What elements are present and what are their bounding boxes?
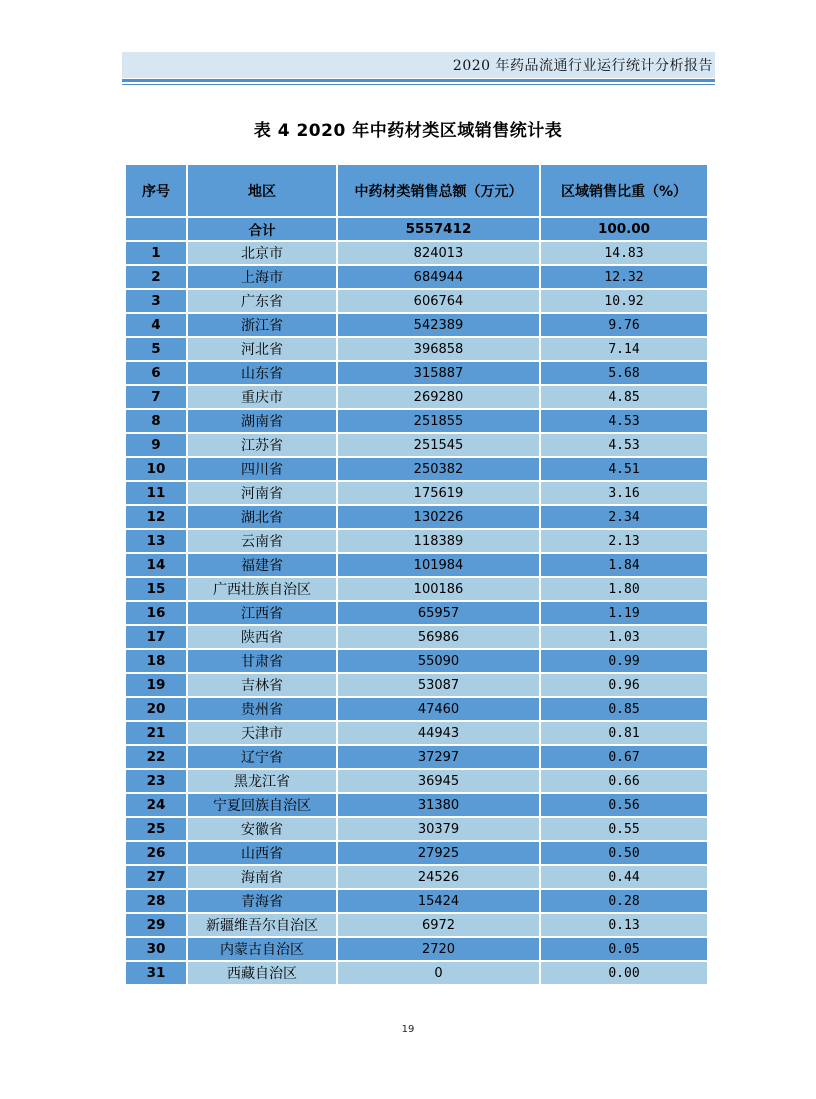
row-index: 26: [126, 842, 186, 864]
row-index: 7: [126, 386, 186, 408]
row-region: 广东省: [188, 290, 336, 312]
table-row: [126, 386, 707, 408]
table-row: [126, 362, 707, 384]
row-amount: 251855: [338, 410, 539, 432]
row-amount: 684944: [338, 266, 539, 288]
row-index: 25: [126, 818, 186, 840]
row-region: 新疆维吾尔自治区: [188, 914, 336, 936]
row-region: 湖南省: [188, 410, 336, 432]
row-index: 1: [126, 242, 186, 264]
row-index: 21: [126, 722, 186, 744]
row-index: 5: [126, 338, 186, 360]
page-number: 19: [401, 1024, 415, 1035]
row-index: 28: [126, 890, 186, 912]
row-share: 4.85: [541, 386, 707, 408]
table-row: [126, 266, 707, 288]
row-index: 15: [126, 578, 186, 600]
row-share: 10.92: [541, 290, 707, 312]
table-row: [126, 842, 707, 864]
row-index: 13: [126, 530, 186, 552]
row-share: 4.53: [541, 410, 707, 432]
row-amount: 175619: [338, 482, 539, 504]
row-region: 陕西省: [188, 626, 336, 648]
row-region: 浙江省: [188, 314, 336, 336]
table-row: [126, 962, 707, 984]
table-row: [126, 890, 707, 912]
row-region: 河北省: [188, 338, 336, 360]
row-share: 0.99: [541, 650, 707, 672]
row-share: 3.16: [541, 482, 707, 504]
row-region: 重庆市: [188, 386, 336, 408]
row-share: 0.55: [541, 818, 707, 840]
row-amount: 36945: [338, 770, 539, 792]
row-share: 7.14: [541, 338, 707, 360]
row-region: 四川省: [188, 458, 336, 480]
row-index: 6: [126, 362, 186, 384]
running-header: [122, 52, 715, 78]
row-share: 12.32: [541, 266, 707, 288]
row-amount: 251545: [338, 434, 539, 456]
row-amount: 47460: [338, 698, 539, 720]
row-region: 北京市: [188, 242, 336, 264]
total-amount: 5557412: [338, 218, 539, 240]
row-region: 青海省: [188, 890, 336, 912]
table-row: [126, 698, 707, 720]
row-share: 1.19: [541, 602, 707, 624]
row-share: 1.03: [541, 626, 707, 648]
row-region: 辽宁省: [188, 746, 336, 768]
table-header-row: [126, 165, 707, 216]
row-share: 9.76: [541, 314, 707, 336]
row-amount: 542389: [338, 314, 539, 336]
row-amount: 53087: [338, 674, 539, 696]
row-amount: 396858: [338, 338, 539, 360]
row-amount: 250382: [338, 458, 539, 480]
row-index: 8: [126, 410, 186, 432]
sales-table: [124, 163, 709, 986]
row-amount: 56986: [338, 626, 539, 648]
row-index: 11: [126, 482, 186, 504]
row-index: 20: [126, 698, 186, 720]
row-index: 3: [126, 290, 186, 312]
row-share: 0.05: [541, 938, 707, 960]
row-region: 山西省: [188, 842, 336, 864]
row-region: 安徽省: [188, 818, 336, 840]
row-region: 黑龙江省: [188, 770, 336, 792]
row-index: 30: [126, 938, 186, 960]
row-amount: 30379: [338, 818, 539, 840]
table-row: [126, 338, 707, 360]
row-share: 0.66: [541, 770, 707, 792]
table-row: [126, 482, 707, 504]
row-share: 1.80: [541, 578, 707, 600]
total-index-cell: [126, 218, 186, 240]
table-row: [126, 314, 707, 336]
row-region: 宁夏回族自治区: [188, 794, 336, 816]
table-row: [126, 938, 707, 960]
row-index: 9: [126, 434, 186, 456]
header-rule: [122, 79, 715, 82]
table-row: [126, 794, 707, 816]
row-share: 4.53: [541, 434, 707, 456]
table-row: [126, 290, 707, 312]
row-share: 0.50: [541, 842, 707, 864]
row-amount: 27925: [338, 842, 539, 864]
row-region: 天津市: [188, 722, 336, 744]
table-row: [126, 554, 707, 576]
row-index: 19: [126, 674, 186, 696]
row-region: 河南省: [188, 482, 336, 504]
row-share: 0.56: [541, 794, 707, 816]
row-region: 广西壮族自治区: [188, 578, 336, 600]
row-region: 上海市: [188, 266, 336, 288]
table-row: [126, 602, 707, 624]
table-row: [126, 674, 707, 696]
row-share: 5.68: [541, 362, 707, 384]
column-header-share: 区域销售比重（%）: [541, 165, 707, 216]
row-amount: 31380: [338, 794, 539, 816]
row-amount: 15424: [338, 890, 539, 912]
row-region: 湖北省: [188, 506, 336, 528]
row-share: 2.34: [541, 506, 707, 528]
table-row: [126, 914, 707, 936]
row-index: 31: [126, 962, 186, 984]
column-header-region: 地区: [188, 165, 336, 216]
row-share: 0.81: [541, 722, 707, 744]
table-row: [126, 866, 707, 888]
row-index: 17: [126, 626, 186, 648]
table-row: [126, 506, 707, 528]
row-index: 18: [126, 650, 186, 672]
row-index: 27: [126, 866, 186, 888]
table-row: [126, 818, 707, 840]
table-row: [126, 650, 707, 672]
row-region: 甘肃省: [188, 650, 336, 672]
table-row: [126, 746, 707, 768]
column-header-amount: 中药材类销售总额（万元）: [338, 165, 539, 216]
row-region: 山东省: [188, 362, 336, 384]
row-index: 10: [126, 458, 186, 480]
total-share: 100.00: [541, 218, 707, 240]
row-region: 云南省: [188, 530, 336, 552]
row-index: 29: [126, 914, 186, 936]
table-row: [126, 434, 707, 456]
row-share: 4.51: [541, 458, 707, 480]
table-row: [126, 722, 707, 744]
row-amount: 2720: [338, 938, 539, 960]
total-row: [126, 218, 707, 240]
row-amount: 55090: [338, 650, 539, 672]
row-amount: 269280: [338, 386, 539, 408]
row-amount: 824013: [338, 242, 539, 264]
row-index: 4: [126, 314, 186, 336]
row-amount: 606764: [338, 290, 539, 312]
row-share: 0.28: [541, 890, 707, 912]
row-share: 14.83: [541, 242, 707, 264]
row-index: 23: [126, 770, 186, 792]
row-amount: 44943: [338, 722, 539, 744]
row-index: 12: [126, 506, 186, 528]
table-row: [126, 530, 707, 552]
column-header-index: 序号: [126, 165, 186, 216]
table-row: [126, 626, 707, 648]
row-region: 内蒙古自治区: [188, 938, 336, 960]
table-title: 表 4 2020 年中药材类区域销售统计表: [253, 121, 563, 141]
total-label: 合计: [188, 218, 336, 240]
row-amount: 100186: [338, 578, 539, 600]
row-share: 0.13: [541, 914, 707, 936]
row-region: 吉林省: [188, 674, 336, 696]
row-amount: 0: [338, 962, 539, 984]
row-share: 1.84: [541, 554, 707, 576]
row-share: 2.13: [541, 530, 707, 552]
table-row: [126, 242, 707, 264]
row-index: 22: [126, 746, 186, 768]
running-title: 2020 年药品流通行业运行统计分析报告: [452, 58, 713, 74]
row-index: 2: [126, 266, 186, 288]
table-row: [126, 410, 707, 432]
row-index: 16: [126, 602, 186, 624]
row-region: 海南省: [188, 866, 336, 888]
row-amount: 101984: [338, 554, 539, 576]
table-row: [126, 458, 707, 480]
row-region: 江西省: [188, 602, 336, 624]
row-index: 14: [126, 554, 186, 576]
header-rule-thin: [122, 84, 715, 85]
row-index: 24: [126, 794, 186, 816]
row-region: 江苏省: [188, 434, 336, 456]
row-amount: 315887: [338, 362, 539, 384]
row-amount: 37297: [338, 746, 539, 768]
row-region: 福建省: [188, 554, 336, 576]
row-share: 0.96: [541, 674, 707, 696]
row-amount: 65957: [338, 602, 539, 624]
row-amount: 6972: [338, 914, 539, 936]
row-amount: 130226: [338, 506, 539, 528]
row-region: 西藏自治区: [188, 962, 336, 984]
row-share: 0.85: [541, 698, 707, 720]
table-row: [126, 578, 707, 600]
row-region: 贵州省: [188, 698, 336, 720]
row-share: 0.44: [541, 866, 707, 888]
row-amount: 24526: [338, 866, 539, 888]
row-amount: 118389: [338, 530, 539, 552]
row-share: 0.67: [541, 746, 707, 768]
table-row: [126, 770, 707, 792]
row-share: 0.00: [541, 962, 707, 984]
